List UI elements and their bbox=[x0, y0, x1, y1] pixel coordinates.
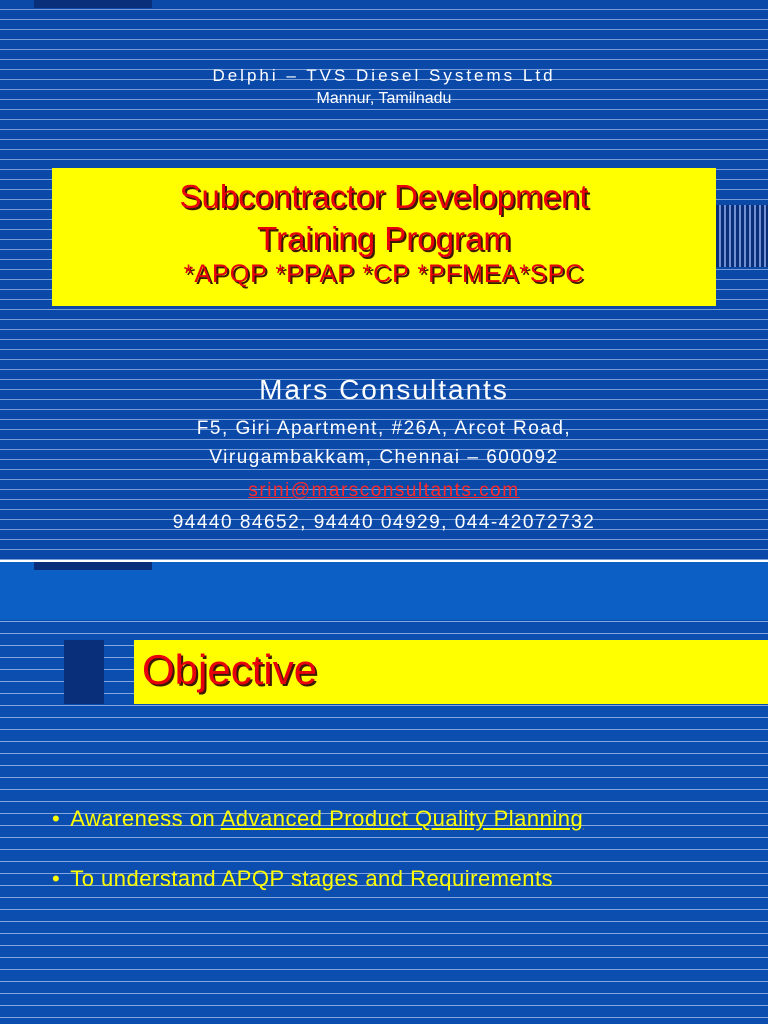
title-line-3: *APQP *PPAP *CP *PFMEA*SPC bbox=[183, 260, 585, 288]
bullet-link[interactable]: Advanced Product Quality Planning bbox=[220, 806, 584, 831]
bullet-text: To understand APQP stages and Requirements bbox=[70, 866, 554, 891]
company-name: Delphi – TVS Diesel Systems Ltd bbox=[212, 66, 556, 85]
title-box bbox=[52, 168, 716, 306]
consultant-name: Mars Consultants bbox=[259, 374, 509, 405]
decorative-block bbox=[64, 640, 104, 704]
title-line-2: Training Program bbox=[257, 220, 511, 257]
decorative-marks bbox=[0, 640, 105, 704]
email-link[interactable]: srini@marsconsultants.com bbox=[248, 480, 520, 501]
header-tab bbox=[34, 0, 152, 8]
slide-top-band bbox=[0, 562, 768, 620]
bullet-dot: • bbox=[52, 806, 61, 831]
bullet-item bbox=[52, 806, 583, 832]
slide-objective bbox=[0, 562, 768, 1024]
company-location: Mannur, Tamilnadu bbox=[316, 90, 452, 107]
objective-heading-box bbox=[134, 640, 768, 704]
bullet-dot: • bbox=[52, 866, 61, 891]
decorative-stripes bbox=[716, 205, 768, 267]
address-line-1: F5, Giri Apartment, #26A, Arcot Road, bbox=[196, 418, 572, 439]
objective-heading: Objective bbox=[142, 646, 318, 693]
bullet-item bbox=[52, 866, 553, 892]
address-line-2: Virugambakkam, Chennai – 600092 bbox=[209, 447, 559, 468]
header-tab bbox=[34, 562, 152, 570]
title-line-1: Subcontractor Development bbox=[179, 178, 589, 215]
bullet-text: Awareness on bbox=[70, 806, 221, 831]
phone-numbers: 94440 84652, 94440 04929, 044-42072732 bbox=[172, 512, 596, 533]
